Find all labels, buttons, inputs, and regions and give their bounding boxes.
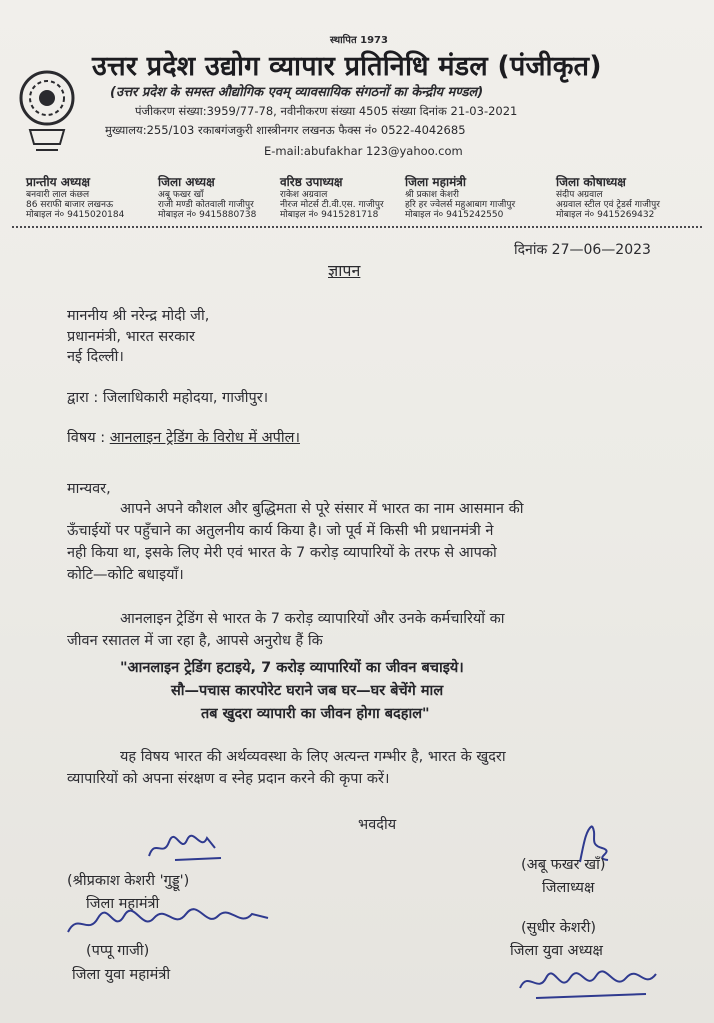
recipient-line: प्रधानमंत्री, भारत सरकार [67, 329, 195, 345]
registration-line: पंजीकरण संख्या:3959/77-78, नवीनीकरण संख्या 4505 संख्या दिनांक 21-03-2021 [135, 104, 518, 118]
paragraph-line: आपने अपने कौशल और बुद्धिमता से पूरे संसार में भारत का नाम आसमान की [120, 501, 524, 517]
letter-title: ज्ञापन [328, 261, 361, 280]
signatory-role: जिला महामंत्री [86, 896, 160, 912]
letterhead-divider [12, 226, 702, 228]
signatory-name: (सुधीर केशरी) [521, 920, 597, 936]
paragraph-line: ऊँचाईयों पर पहुँचाने का अतुलनीय कार्य किया है। जो पूर्व में किसी भी प्रधानमंत्री ने [67, 523, 494, 539]
official-district-general-secretary: जिला महामंत्री श्री प्रकाश केशरी हरि हर ज्वेलर्स महुआबाग गाजीपुर मोबाइल नं० 9415242550 [405, 175, 516, 220]
established-year: स्थापित 1973 [330, 35, 388, 46]
paragraph-line: आनलाइन ट्रेडिंग से भारत के 7 करोड़ व्यापारियों और उनके कर्मचारियों का [120, 611, 505, 627]
salutation: मान्यवर, [67, 481, 111, 497]
signature-shriprakash-icon [145, 828, 225, 868]
organization-subtitle: (उत्तर प्रदेश के समस्त औद्योगिक एवम् व्यावसायिक संगठनों का केन्द्रीय मण्डल) [110, 85, 484, 100]
recipient-line: माननीय श्री नरेन्द्र मोदी जी, [67, 308, 210, 324]
signature-sudhir-icon [516, 964, 666, 1004]
official-district-president: जिला अध्यक्ष अबू फखर खाँ राजी मण्डी कोतवाली गाजीपुर मोबाइल नं० 9415880738 [158, 175, 257, 220]
address-line: मुख्यालय:255/103 रकाबगंजकुरी शास्त्रीनगर लखनऊ फैक्स नं० 0522-4042685 [105, 123, 466, 137]
organization-name: उत्तर प्रदेश उद्योग व्यापार प्रतिनिधि मंडल (पंजीकृत) [92, 51, 602, 82]
subject-label: विषय : [67, 430, 106, 446]
letter-date: दिनांक 27—06—2023 [514, 242, 651, 258]
email-line: E-mail:abufakhar 123@yahoo.com [264, 144, 463, 158]
signatory-name: (पप्पू गाजी) [86, 943, 150, 959]
quote-line: तब खुदरा व्यापारी का जीवन होगा बदहाल" [201, 706, 430, 722]
signatory-role: जिलाध्यक्ष [542, 880, 595, 896]
subject-line [67, 427, 300, 447]
quote-line: सौ—पचास कारपोरेट घराने जब घर—घर बेचेंगे माल [171, 683, 444, 699]
paragraph-line: नही किया था, इसके लिए मेरी एवं भारत के 7 करोड़ व्यापारियों के तरफ से आपको [67, 545, 497, 561]
signature-pappu-icon [64, 906, 274, 942]
paragraph-line: यह विषय भारत की अर्थव्यवस्था के लिए अत्यन्त गम्भीर है, भारत के खुदरा [120, 749, 506, 765]
official-district-treasurer: जिला कोषाध्यक्ष संदीप अग्रवाल अग्रवाल स्टील एवं ट्रेडर्स गाजीपुर मोबाइल नं० 9415269432 [556, 175, 660, 220]
paragraph-line: जीवन रसातल में जा रहा है, आपसे अनुरोध हैं कि [67, 633, 323, 649]
quote-line: "आनलाइन ट्रेडिंग हटाइये, 7 करोड़ व्यापारियों का जीवन बचाइये। [120, 660, 464, 676]
paragraph-line: कोटि—कोटि बधाइयाँ। [67, 567, 184, 583]
organization-logo-icon [16, 68, 78, 156]
official-senior-vice-president: वरिष्ठ उपाध्यक्ष राकेश अग्रवाल नीरज मोटर्स टी.वी.एस. गाजीपुर मोबाइल नं० 9415281718 [280, 175, 384, 220]
signatory-role: जिला युवा अध्यक्ष [510, 943, 603, 959]
recipient-line: नई दिल्ली। [67, 349, 124, 365]
via-line: द्वारा : जिलाधिकारी महोदया, गाजीपुर। [67, 390, 269, 406]
subject-text: आनलाइन ट्रेडिंग के विरोध में अपील। [109, 430, 300, 446]
signatory-name: (अबू फखर खाँ) [521, 857, 606, 873]
signatory-role: जिला युवा महामंत्री [72, 967, 171, 983]
signatory-name: (श्रीप्रकाश केशरी 'गुड्डू') [67, 873, 190, 889]
closing: भवदीय [358, 817, 397, 833]
official-provincial-president: प्रान्तीय अध्यक्ष बनवारी लाल कंछल 86 सराफी बाजार लखनऊ मोबाइल नं० 9415020184 [26, 175, 125, 220]
paragraph-line: व्यापारियों को अपना संरक्षण व स्नेह प्रदान करने की कृपा करें। [67, 771, 390, 787]
